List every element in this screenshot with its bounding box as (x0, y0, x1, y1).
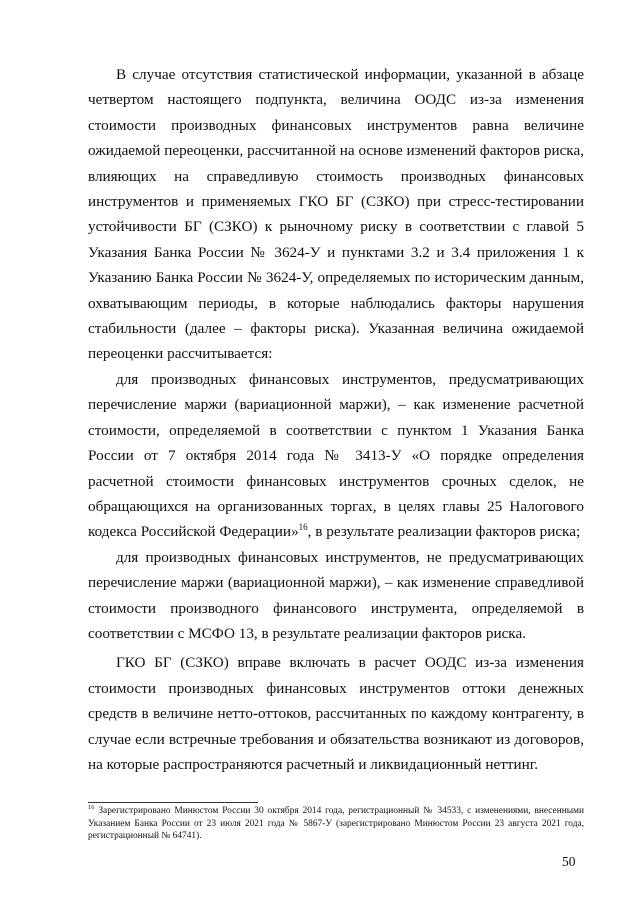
footnote (88, 805, 584, 843)
paragraph-margin-instruments-tail: , в результате реализации факторов риска; (307, 523, 581, 541)
footnote-text: Зарегистрировано Минюстом России 30 октября 2014 года, регистрационный № 34533, с изменениями, внесенными Указанием Банка России от 23 июля 2021 года № 5867-У (зарегистрировано Минюстом России 23 августа 2021 года, регистрационный № 64741). (88, 806, 585, 842)
paragraph-netting: ГКО БГ (СЗКО) вправе включать в расчет ООДС из-за изменения стоимости производных финансовых инструментов оттоки денежных средств в величине нетто-оттоков, рассчитанных по каждому контрагенту, в случае если встречные требования и обязательства возникают из договоров, на которые распространяются расчетный и ликвидационный неттинг. (88, 654, 584, 773)
footnote-number: 16 (88, 803, 95, 811)
paragraph-margin-instruments-text: для производных финансовых инструментов, предусматривающих перечисление маржи (вариационной маржи), – как изменение расчетной стоимости, определяемой в соответствии с пунктом 1 Указания Банка России от 7 октября 2014 года № 3413-У «О порядке определения расчетной стоимости финансовых инструментов срочных сделок, не обращающихся на организованных торгах, в целях главы 25 Налогового кодекса Российской Федерации» (88, 370, 584, 541)
paragraph-non-margin-instruments: для производных финансовых инструментов, не предусматривающих перечисление маржи (вариационной маржи), – как изменение справедливой стоимости производного финансового инструмента, определяемой в соответствии с МСФО 13, в результате реализации факторов риска. (88, 548, 584, 642)
paragraph-statistical-absence: В случае отсутствия статистической информации, указанной в абзаце четвертом настоящего подпункта, величина ООДС из-за изменения стоимости производных финансовых инструментов равна величине ожидаемой переоценки, рассчитанной на основе изменений факторов риска, влияющих на справедливую стоимость производных финансовых инструментов и применяемых ГКО БГ (СЗКО) при стресс-тестировании устойчивости БГ (СЗКО) к рыночному риску в соответствии с главой 5 Указания Банка России № 3624-У и пунктами 3.2 и 3.4 приложения 1 к Указанию Банка России № 3624-У, определяемых по историческим данным, охватывающим периоды, в которые наблюдались факторы нарушения стабильности (далее – факторы риска). Указанная величина ожидаемой переоценки рассчитывается: (88, 66, 584, 363)
paragraph-margin-instruments (88, 367, 584, 545)
footnote-reference: 16 (298, 522, 308, 533)
page-number: 50 (562, 854, 576, 869)
footnote-separator (88, 802, 258, 803)
document-body (88, 62, 584, 777)
